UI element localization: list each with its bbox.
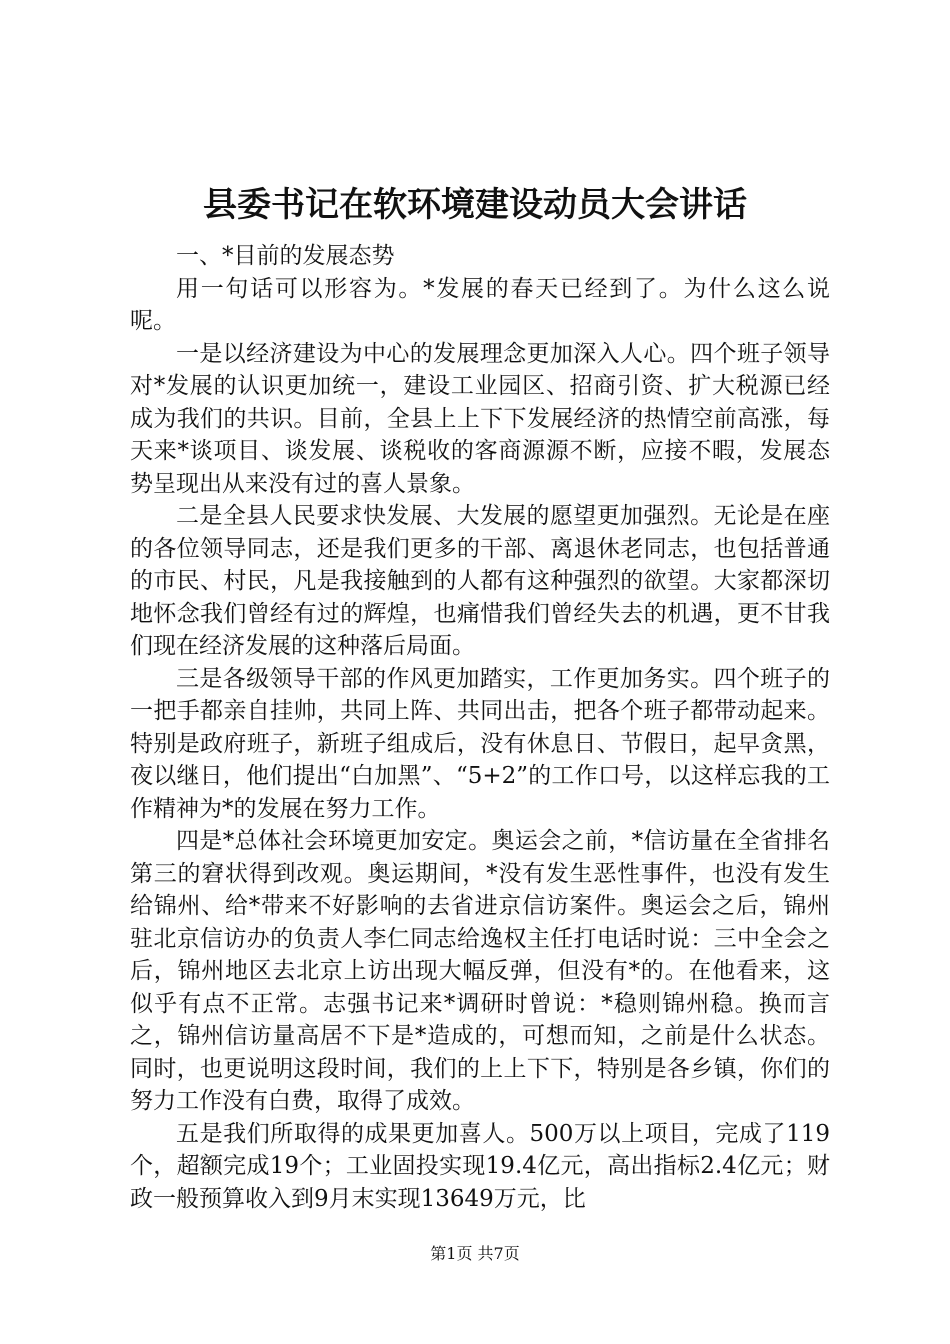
document-body bbox=[130, 240, 830, 1215]
paragraph-point-five: 五是我们所取得的成果更加喜人。500万以上项目，完成了119个，超额完成19个；工业固投实现19.4亿元，高出指标2.4亿元；财政一般预算收入到9月末实现13649万元，比 bbox=[130, 1120, 830, 1212]
section-heading: 一、*目前的发展态势 bbox=[176, 243, 395, 269]
page-number-footer: 第1页 共7页 bbox=[430, 1244, 520, 1263]
paragraph-point-one: 一是以经济建设为中心的发展理念更加深入人心。四个班子领导对*发展的认识更加统一，建设工业园区、招商引资、扩大税源已经成为我们的共识。目前，全县上上下下发展经济的热情空前高涨，每天来*谈项目、谈发展、谈税收的客商源源不断，应接不暇，发展态势呈现出从来没有过的喜人景象。 bbox=[130, 340, 830, 497]
paragraph-intro: 用一句话可以形容为。*发展的春天已经到了。为什么这么说呢。 bbox=[130, 275, 830, 334]
paragraph-point-two: 二是全县人民要求快发展、大发展的愿望更加强烈。无论是在座的各位领导同志，还是我们更多的干部、离退休老同志，也包括普通的市民、村民，凡是我接触到的人都有这种强烈的欲望。大家都深切地怀念我们曾经有过的辉煌，也痛惜我们曾经失去的机遇，更不甘我们现在经济发展的这种落后局面。 bbox=[130, 503, 830, 659]
paragraph-point-three: 三是各级领导干部的作风更加踏实，工作更加务实。四个班子的一把手都亲自挂帅，共同上阵、共同出击，把各个班子都带动起来。特别是政府班子，新班子组成后，没有休息日、节假日，起早贪黑，夜以继日，他们提出“白加黑”、“5+2”的工作口号，以这样忘我的工作精神为*的发展在努力工作。 bbox=[130, 665, 830, 822]
document-title: 县委书记在软环境建设动员大会讲话 bbox=[203, 185, 747, 225]
paragraph-point-four: 四是*总体社会环境更加安定。奥运会之前，*信访量在全省排名第三的窘状得到改观。奥运期间，*没有发生恶性事件，也没有发生给锦州、给*带来不好影响的去省进京信访案件。奥运会之后，锦州驻北京信访办的负责人李仁同志给逸权主任打电话时说：三中全会之后，锦州地区去北京上访出现大幅反弹，但没有*的。在他看来，这似乎有点不正常。志强书记来*调研时曾说：*稳则锦州稳。换而言之，锦州信访量高居不下是*造成的，可想而知，之前是什么状态。同时，也更说明这段时间，我们的上上下下，特别是各乡镇，你们的努力工作没有白费，取得了成效。 bbox=[130, 828, 830, 1114]
